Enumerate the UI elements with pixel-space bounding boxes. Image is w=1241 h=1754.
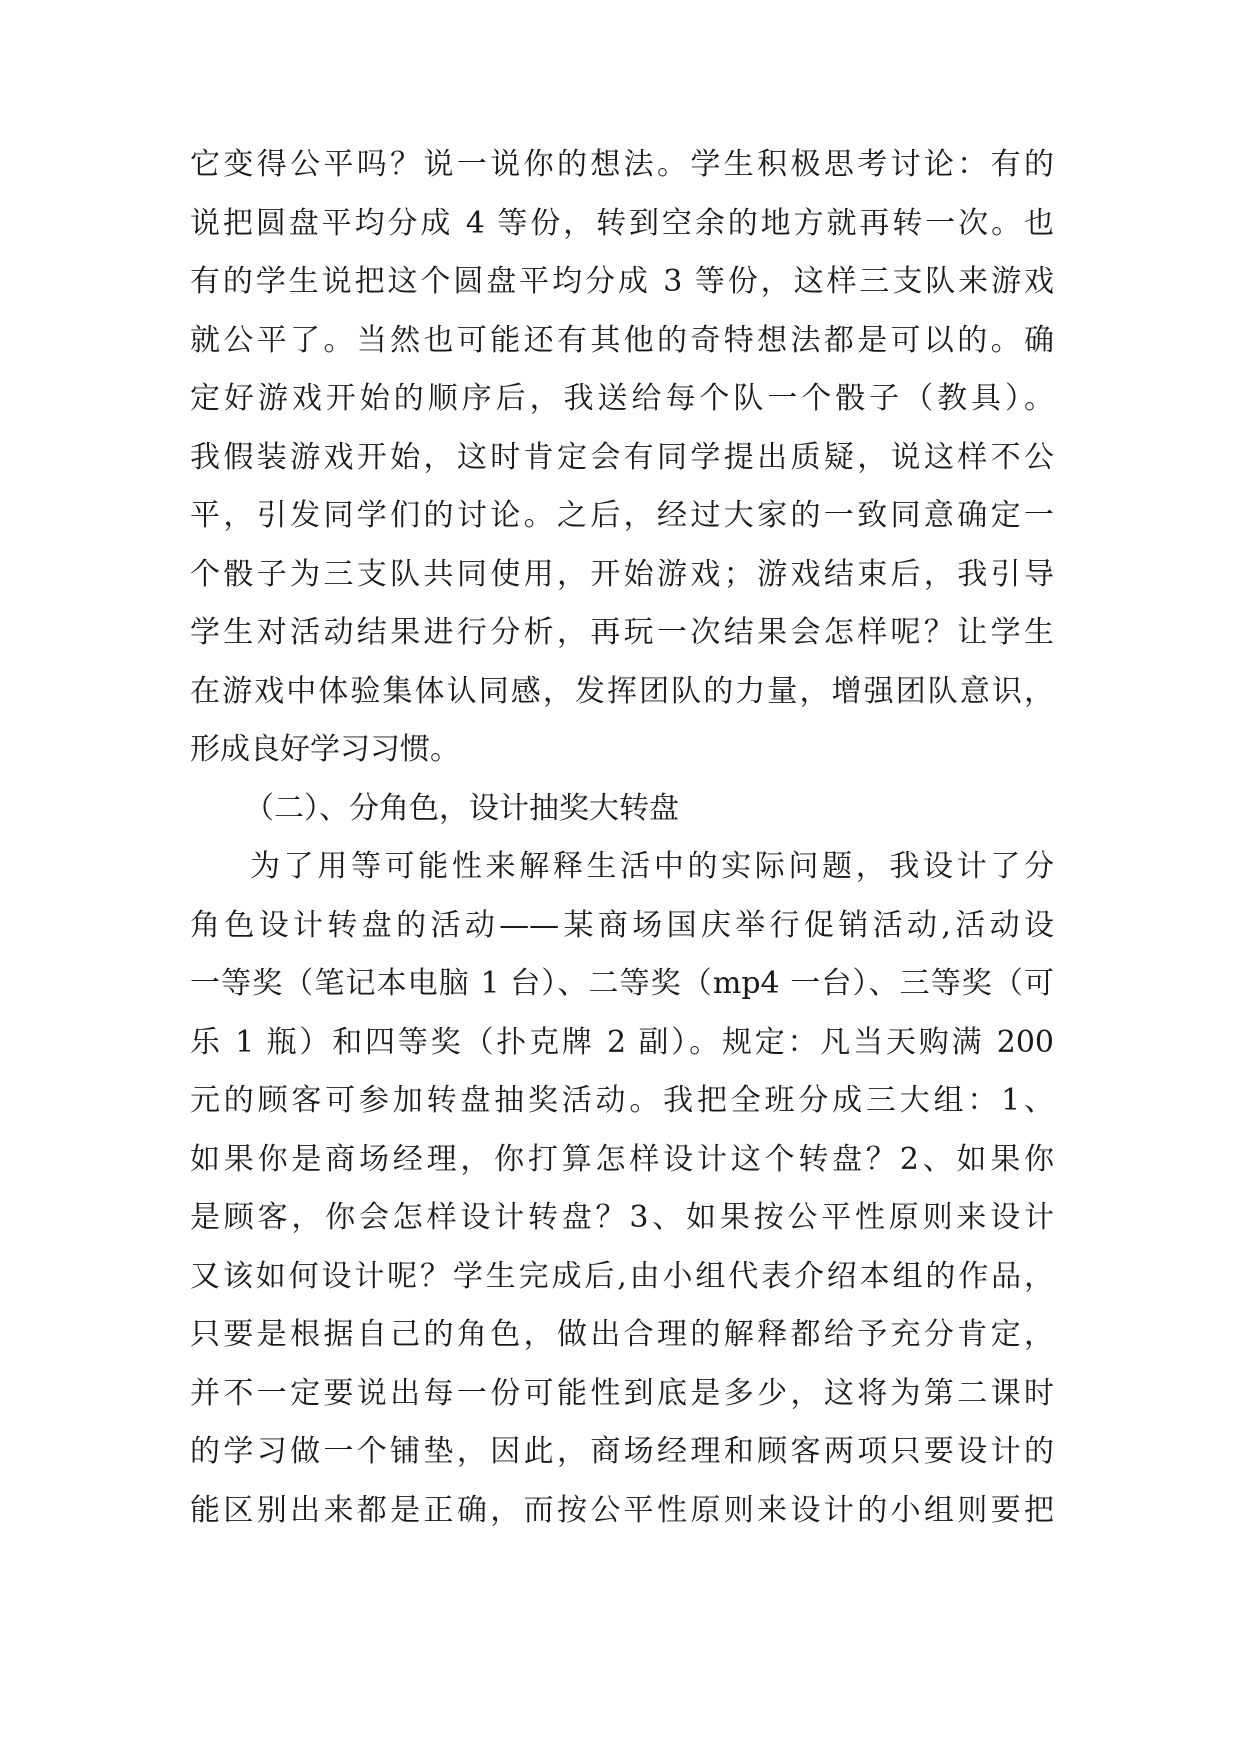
paragraph-line: 元的顾客可参加转盘抽奖活动。我把全班分成三大组：1、 <box>190 1083 1054 1118</box>
paragraph-line: 如果你是商场经理，你打算怎样设计这个转盘？2、如果你 <box>190 1142 1054 1177</box>
paragraph-line: 能区别出来都是正确，而按公平性原则来设计的小组则要把 <box>190 1493 1054 1528</box>
paragraph-line: 学生对活动结果进行分析，再玩一次结果会怎样呢？让学生 <box>190 615 1054 650</box>
paragraph-line: 就公平了。当然也可能还有其他的奇特想法都是可以的。确 <box>190 323 1054 358</box>
paragraph-line: 只要是根据自己的角色，做出合理的解释都给予充分肯定， <box>190 1317 1054 1352</box>
paragraph-line: 形成良好学习习惯。 <box>190 732 460 767</box>
paragraph-line: 并不一定要说出每一份可能性到底是多少，这将为第二课时 <box>190 1376 1054 1411</box>
paragraph-line: 的学习做一个铺垫，因此，商场经理和顾客两项只要设计的 <box>190 1434 1054 1469</box>
paragraph-line: 是顾客，你会怎样设计转盘？3、如果按公平性原则来设计 <box>190 1200 1054 1235</box>
paragraph-line: 说把圆盘平均分成 4 等份，转到空余的地方就再转一次。也 <box>190 206 1054 241</box>
paragraph-line: 一等奖（笔记本电脑 1 台）、二等奖（mp4 一台）、三等奖（可 <box>190 966 1054 1001</box>
paragraph-line: 定好游戏开始的顺序后，我送给每个队一个骰子（教具）。 <box>190 381 1054 416</box>
section-heading: （二）、分角色，设计抽奖大转盘 <box>244 791 679 826</box>
paragraph-line: 又该如何设计呢？学生完成后,由小组代表介绍本组的作品， <box>190 1259 1054 1294</box>
paragraph-line: 在游戏中体验集体认同感，发挥团队的力量，增强团队意识， <box>190 674 1054 709</box>
paragraph-line: 个骰子为三支队共同使用，开始游戏；游戏结束后，我引导 <box>190 557 1054 592</box>
paragraph-line: 平，引发同学们的讨论。之后，经过大家的一致同意确定一 <box>190 498 1054 533</box>
paragraph-line: 乐 1 瓶）和四等奖（扑克牌 2 副）。规定：凡当天购满 200 <box>190 1025 1054 1060</box>
paragraph-line: 有的学生说把这个圆盘平均分成 3 等份，这样三支队来游戏 <box>190 264 1054 299</box>
paragraph-line: 它变得公平吗？说一说你的想法。学生积极思考讨论：有的 <box>190 147 1054 182</box>
paragraph-line: 为了用等可能性来解释生活中的实际问题，我设计了分 <box>250 849 1054 884</box>
paragraph-line: 角色设计转盘的活动——某商场国庆举行促销活动,活动设 <box>190 908 1054 943</box>
paragraph-line: 我假装游戏开始，这时肯定会有同学提出质疑，说这样不公 <box>190 440 1054 475</box>
